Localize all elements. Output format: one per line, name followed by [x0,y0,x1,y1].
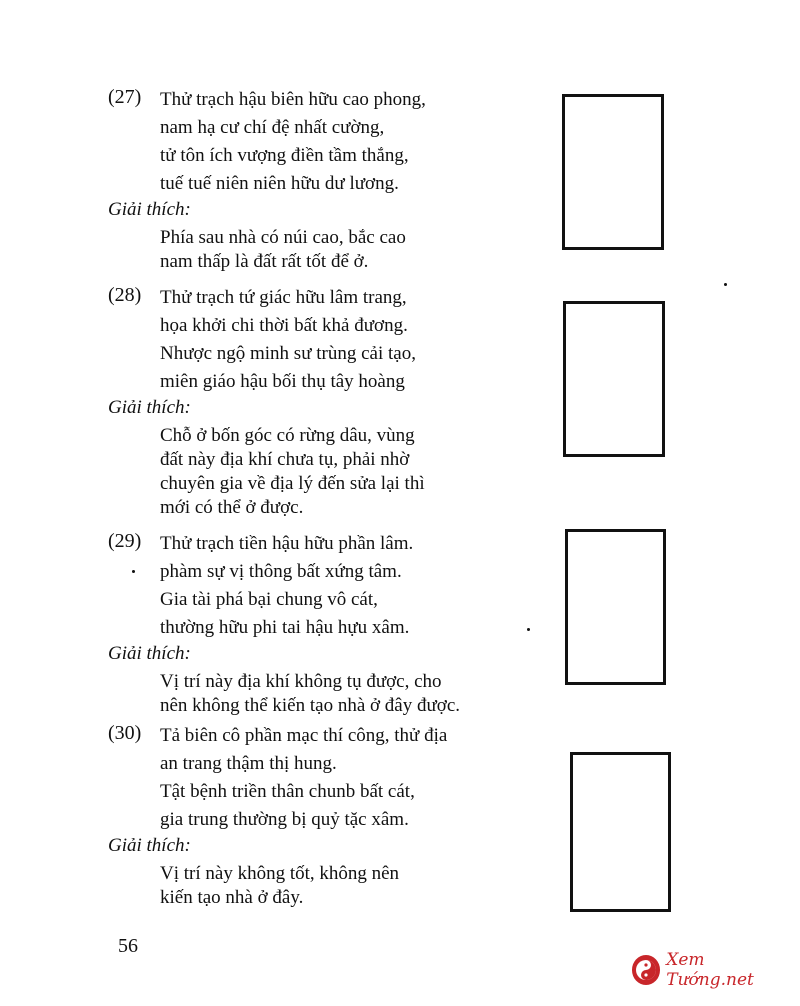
verse-line: Nhược ngộ minh sư trùng cải tạo, [160,343,416,364]
entry-28 [108,284,538,520]
page-number: 56 [118,935,138,957]
entry-27 [108,86,538,274]
entry-number: (28) [108,284,142,306]
scan-speck [724,283,727,286]
entry-number: (30) [108,722,142,744]
verse-line: gia trung thường bị quỷ tặc xâm. [160,809,409,830]
rectangle-diagram [565,529,666,685]
explanation-line: Chỗ ở bốn góc có rừng dâu, vùng [160,425,415,446]
watermark-logo [632,950,790,990]
entry-29 [108,530,538,718]
explanation-line: Vị trí này không tốt, không nên [160,863,400,884]
verse-line: Thử trạch tiền hậu hữu phần lâm. [160,533,414,554]
verse-line: Thử trạch tứ giác hữu lâm trang, [160,287,407,308]
verse-line: tử tôn ích vượng điền tầm thắng, [160,145,409,166]
verse-line: miên giáo hậu bối thụ tây hoàng [160,371,405,392]
explanation-line: Vị trí này địa khí không tụ được, cho [160,671,442,692]
verse-line: họa khởi chi thời bất khả đương. [160,315,408,336]
yin-yang-icon [632,955,660,985]
scan-speck [132,570,135,573]
explanation-line: chuyên gia về địa lý đến sửa lại thì [160,473,425,494]
explanation-line: nam thấp là đất rất tốt để ở. [160,251,369,272]
entry-number: (29) [108,530,142,552]
scan-speck [527,628,530,631]
verse-line: thường hữu phi tai hậu hựu xâm. [160,617,410,638]
explanation-label: Giải thích: [108,643,191,664]
verse-line: Thử trạch hậu biên hữu cao phong, [160,89,426,110]
entry-number: (27) [108,86,142,108]
entry-30 [108,722,538,910]
verse-line: nam hạ cư chí đệ nhất cường, [160,117,385,138]
explanation-line: nên không thể kiến tạo nhà ở đây được. [160,695,461,716]
rectangle-diagram [562,94,664,250]
explanation-line: mới có thể ở được. [160,497,304,518]
explanation-line: Phía sau nhà có núi cao, bắc cao [160,227,406,248]
verse-line: Tật bệnh triền thân chunb bất cát, [160,781,415,802]
watermark-text: Xem Tướng.net [666,950,754,990]
rectangle-diagram [570,752,671,912]
explanation-label: Giải thích: [108,397,191,418]
explanation-line: kiến tạo nhà ở đây. [160,887,304,908]
verse-line: tuế tuế niên niên hữu dư lương. [160,173,399,194]
explanation-label: Giải thích: [108,835,191,856]
verse-line: an trang thậm thị hung. [160,753,337,774]
explanation-label: Giải thích: [108,199,191,220]
rectangle-diagram [563,301,665,457]
verse-line: Tả biên cô phần mạc thí công, thử địa [160,725,448,746]
verse-line: phàm sự vị thông bất xứng tâm. [160,561,402,582]
explanation-line: đất này địa khí chưa tụ, phải nhờ [160,449,410,470]
verse-line: Gia tài phá bại chung vô cát, [160,589,378,610]
